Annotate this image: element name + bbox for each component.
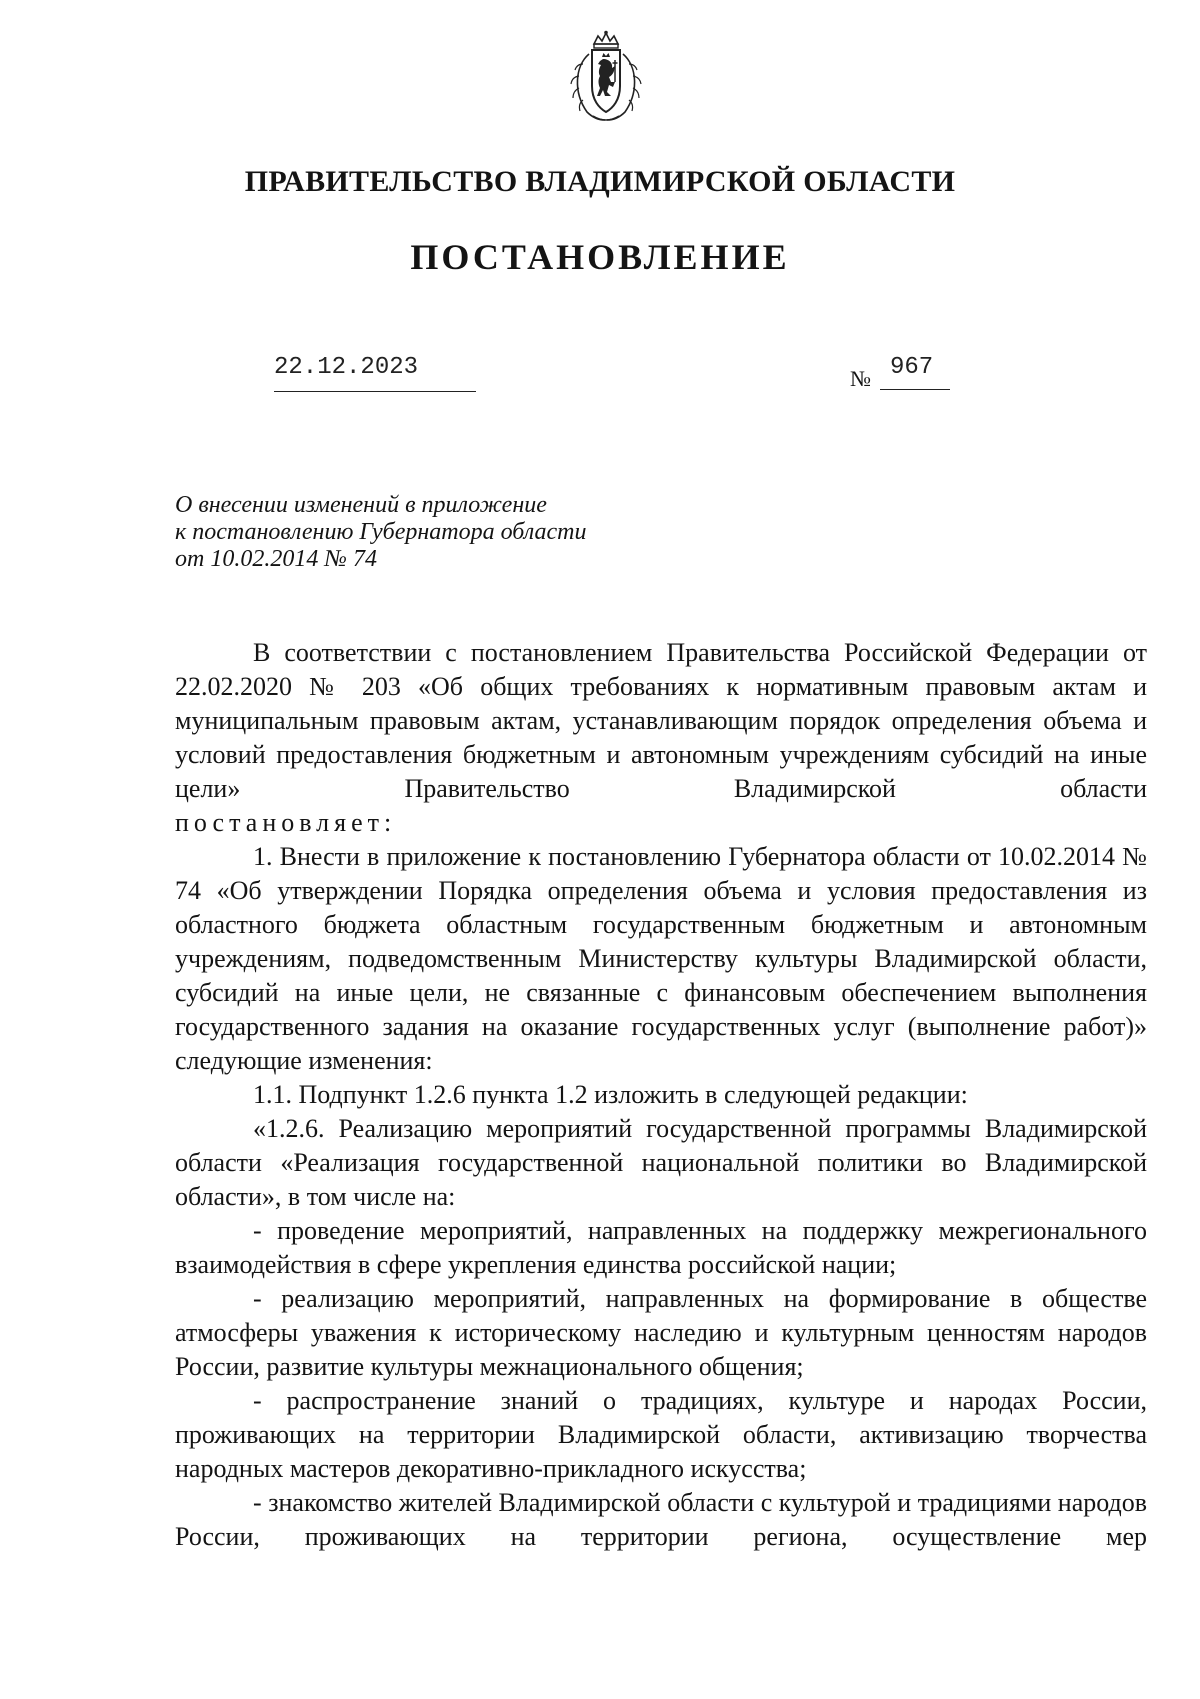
item-1-1-paragraph: 1.1. Подпункт 1.2.6 пункта 1.2 изложить в следующей редакции: (253, 1080, 968, 1109)
coat-of-arms-icon (567, 30, 645, 126)
document-subject (175, 492, 615, 573)
subject-line: от 10.02.2014 № 74 (175, 546, 377, 572)
item-1-paragraph: 1. Внести в приложение к постановлению Губернатора области от 10.02.2014 № 74 «Об утверждении Порядка определения объема и условия предоставления из областного бюджета областным государственным бюджетным и автономным учреждениям, подведомственным Министерству культуры Владимирской области, субсидий на иные цели, не связанные с финансовым обеспечением выполнения государственного задания на оказание государственных услуг (выполнение работ)» следующие изменения: (175, 842, 1147, 1075)
document-type-title: ПОСТАНОВЛЕНИЕ (410, 237, 790, 277)
item-1-2-6-paragraph: «1.2.6. Реализацию мероприятий государственной программы Владимирской области «Реализация государственной национальной политики во Владимирской области», в том числе на: (175, 1114, 1147, 1211)
intro-paragraph: В соответствии с постановлением Правительства Российской Федерации от 22.02.2020 № 203 «Об общих требованиях к нормативным правовым актам и муниципальным правовым актам, устанавливающим порядок определения объема и условий предоставления бюджетным и автономным учреждениям субсидий на иные цели» Правительство Владимирской области (175, 638, 1147, 803)
date-underline (274, 391, 476, 392)
document-body (175, 636, 1147, 1554)
document-number: 967 (890, 354, 934, 381)
number-sign: № (850, 366, 871, 391)
organization-title: ПРАВИТЕЛЬСТВО ВЛАДИМИРСКОЙ ОБЛАСТИ (244, 165, 956, 198)
number-underline (880, 389, 950, 390)
subject-line: к постановлению Губернатора области (175, 519, 587, 545)
bullet-paragraph: - распространение знаний о традициях, культуре и народах России, проживающих на территории Владимирской области, активизацию творчества народных мастеров декоративно-прикладного искусства; (175, 1386, 1147, 1483)
subject-line: О внесении изменений в приложение (175, 492, 547, 518)
bullet-paragraph: - реализацию мероприятий, направленных на формирование в обществе атмосферы уважения к историческому наследию и культурным ценностям народов России, развитие культуры межнационального общения; (175, 1284, 1147, 1381)
bullet-paragraph: - знакомство жителей Владимирской области с культурой и традициями народов России, проживающих на территории региона, осуществление мер (175, 1488, 1147, 1551)
decree-word: постановляет: (175, 808, 397, 837)
document-date: 22.12.2023 (274, 354, 419, 381)
bullet-paragraph: - проведение мероприятий, направленных на поддержку межрегионального взаимодействия в сфере укрепления единства российской нации; (175, 1216, 1147, 1279)
